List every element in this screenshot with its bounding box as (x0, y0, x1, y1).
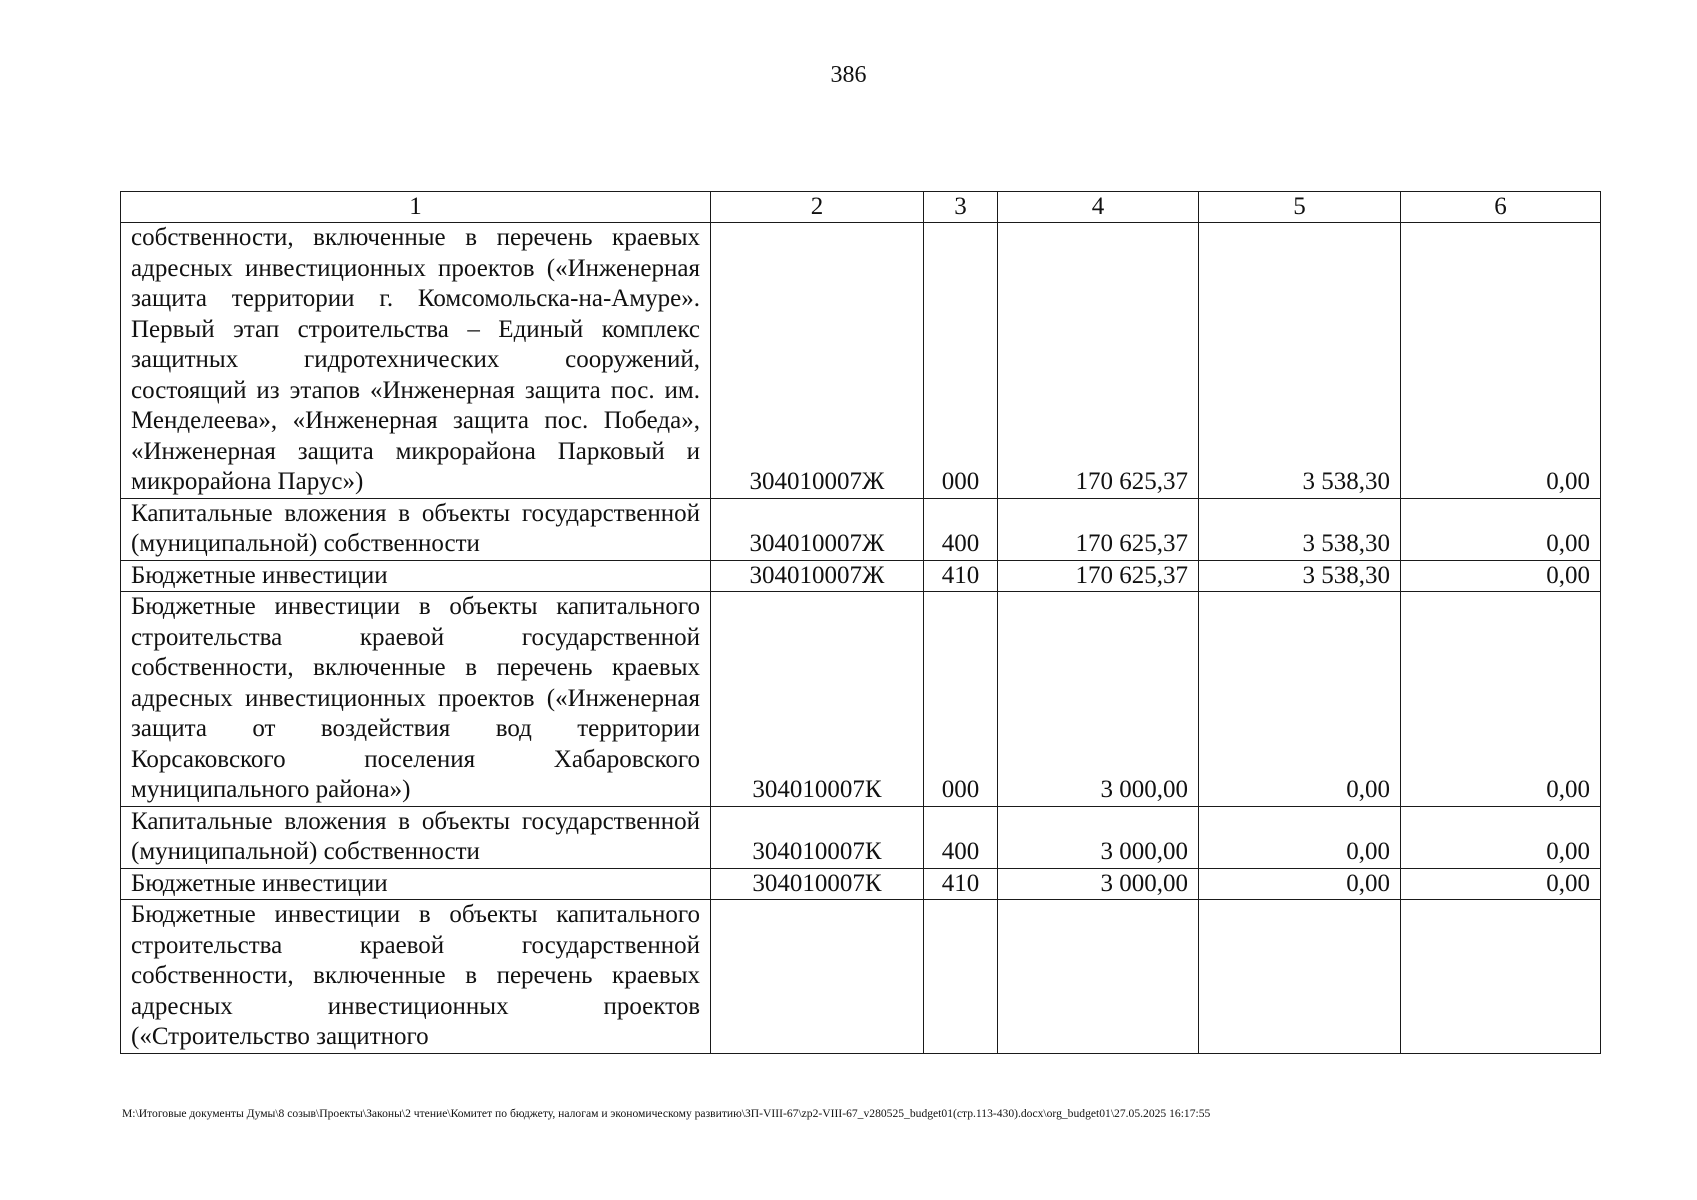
row-amount-4: 170 625,37 (998, 223, 1199, 499)
row-name: Бюджетные инвестиции в объекты капитального строительства краевой государственной собственности, включенные в перечень краевых адресных инвестиционных проектов («Инженерная защита от воздействия вод территории Корсаковского поселения Хабаровского муниципального района») (121, 592, 711, 807)
row-amount-4: 3 000,00 (998, 592, 1199, 807)
row-expense-type: 400 (924, 498, 998, 560)
table-row (121, 900, 1601, 1054)
row-amount-6: 0,00 (1401, 560, 1601, 592)
row-amount-6 (1401, 900, 1601, 1054)
table-row (121, 560, 1601, 592)
row-code: 304010007Ж (711, 223, 924, 499)
table-header-row (121, 192, 1601, 223)
column-header: 2 (711, 192, 924, 223)
row-expense-type: 400 (924, 806, 998, 868)
document-file-path: M:\Итоговые документы Думы\8 созыв\Проекты\Законы\2 чтение\Комитет по бюджету, налогам и экономическому развитию\ЗП-VIII-67\zp2-VIII-67_v280525_budget01(стр.113-430).docx\org_budget01\27.05.2025 16:17:55 (122, 1107, 1211, 1120)
row-amount-4 (998, 900, 1199, 1054)
row-name: Бюджетные инвестиции (121, 560, 711, 592)
table-row (121, 806, 1601, 868)
row-name: Бюджетные инвестиции в объекты капитального строительства краевой государственной собственности, включенные в перечень краевых адресных инвестиционных проектов («Строительство защитного (121, 900, 711, 1054)
table-row (121, 868, 1601, 900)
row-code: 304010007Ж (711, 560, 924, 592)
row-expense-type: 000 (924, 592, 998, 807)
row-code: 304010007Ж (711, 498, 924, 560)
row-amount-4: 170 625,37 (998, 560, 1199, 592)
row-amount-5: 0,00 (1199, 592, 1401, 807)
row-code (711, 900, 924, 1054)
column-header: 1 (121, 192, 711, 223)
row-name: Капитальные вложения в объекты государственной (муниципальной) собственности (121, 806, 711, 868)
row-amount-5: 3 538,30 (1199, 223, 1401, 499)
row-amount-4: 3 000,00 (998, 868, 1199, 900)
table-row (121, 592, 1601, 807)
row-expense-type: 000 (924, 223, 998, 499)
row-code: 304010007К (711, 592, 924, 807)
row-amount-5: 3 538,30 (1199, 560, 1401, 592)
row-amount-5 (1199, 900, 1401, 1054)
row-name: собственности, включенные в перечень краевых адресных инвестиционных проектов («Инженерная защита территории г. Комсомольска-на-Амуре». Первый этап строительства – Единый комплекс защитных гидротехнических сооружений, состоящий из этапов «Инженерная защита пос. им. Менделеева», «Инженерная защита пос. Победа», «Инженерная защита микрорайона Парковый и микрорайона Парус») (121, 223, 711, 499)
row-code: 304010007К (711, 806, 924, 868)
row-amount-6: 0,00 (1401, 592, 1601, 807)
table-row (121, 498, 1601, 560)
budget-table (120, 191, 1601, 1054)
table-row (121, 223, 1601, 499)
row-amount-4: 170 625,37 (998, 498, 1199, 560)
column-header: 3 (924, 192, 998, 223)
column-header: 5 (1199, 192, 1401, 223)
row-amount-6: 0,00 (1401, 806, 1601, 868)
column-header: 6 (1401, 192, 1601, 223)
row-code: 304010007К (711, 868, 924, 900)
row-name: Бюджетные инвестиции (121, 868, 711, 900)
row-amount-6: 0,00 (1401, 868, 1601, 900)
row-amount-6: 0,00 (1401, 498, 1601, 560)
column-header: 4 (998, 192, 1199, 223)
row-amount-5: 0,00 (1199, 806, 1401, 868)
row-expense-type: 410 (924, 868, 998, 900)
row-expense-type: 410 (924, 560, 998, 592)
page-number: 386 (830, 62, 867, 88)
row-amount-6: 0,00 (1401, 223, 1601, 499)
row-amount-4: 3 000,00 (998, 806, 1199, 868)
row-name: Капитальные вложения в объекты государственной (муниципальной) собственности (121, 498, 711, 560)
row-amount-5: 3 538,30 (1199, 498, 1401, 560)
row-expense-type (924, 900, 998, 1054)
row-amount-5: 0,00 (1199, 868, 1401, 900)
